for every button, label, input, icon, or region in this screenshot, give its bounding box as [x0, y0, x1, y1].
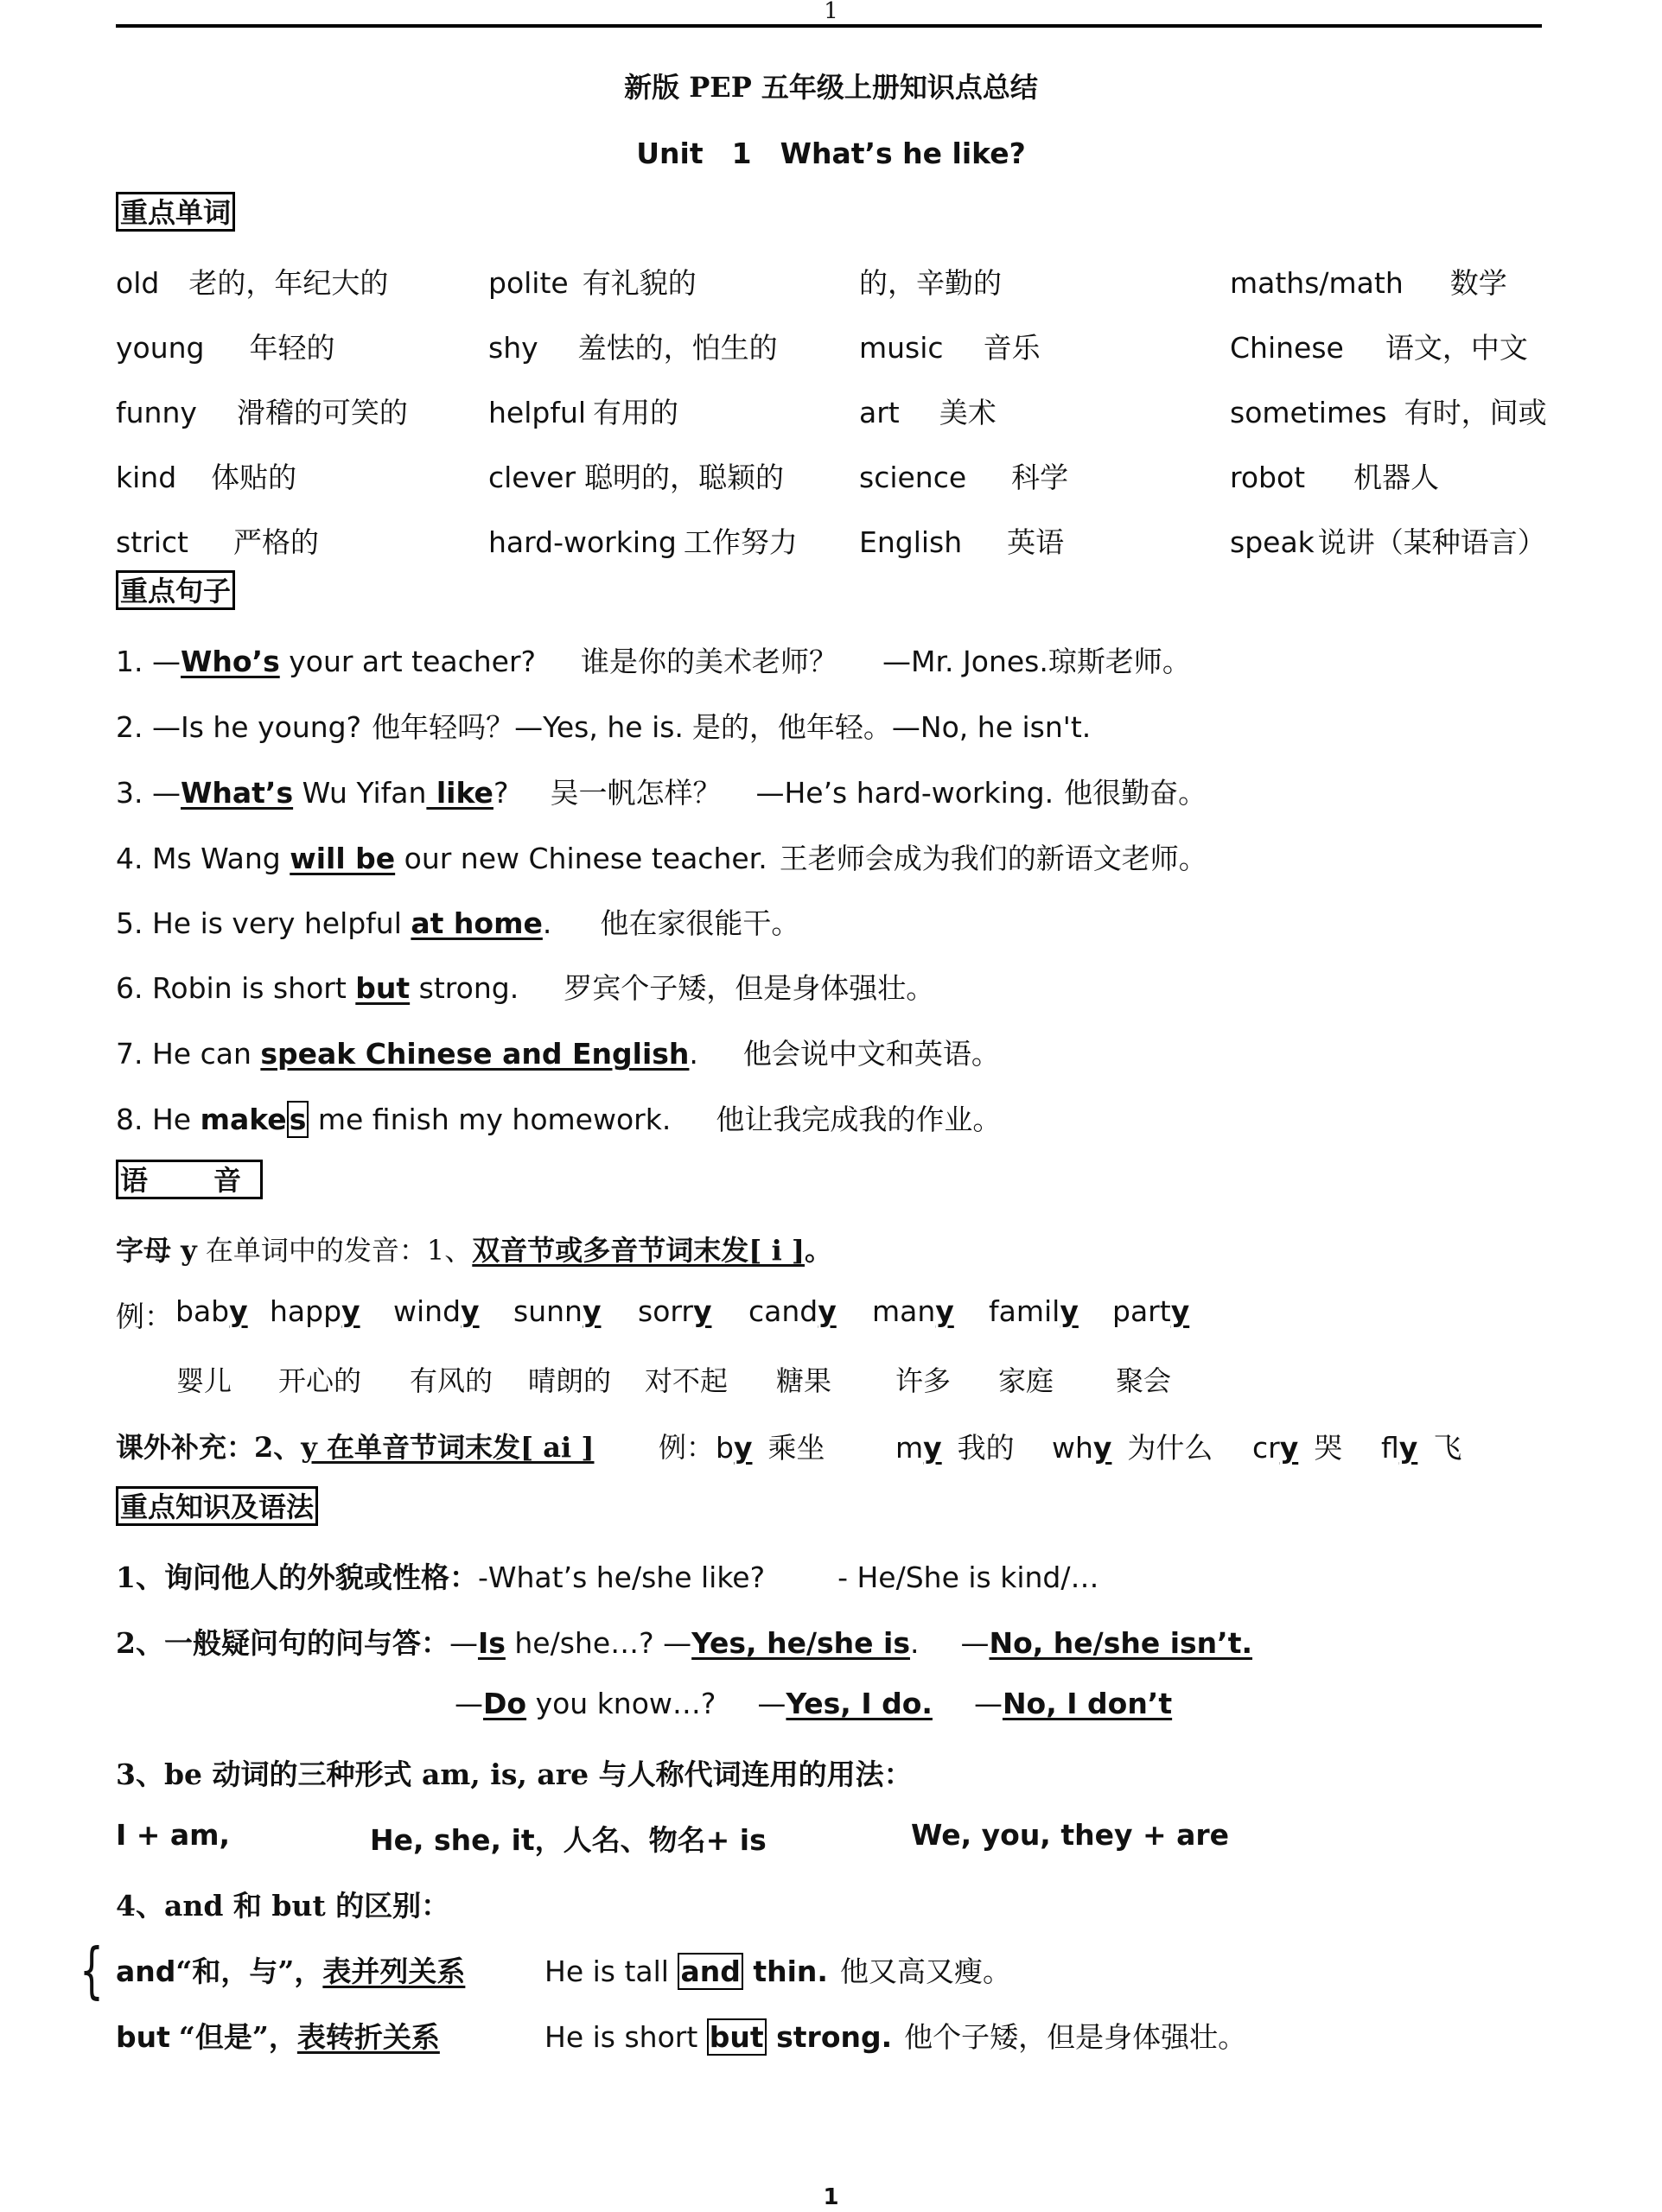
example-translation: 对不起 [645, 1364, 729, 1397]
sentence-5: 5. He is very helpful at home. 他在家很能干。 [116, 906, 800, 940]
sentence-3: 3. —What’s Wu Yifan like? 吴一帆怎样？ —He’s hard-working. 他很勤奋。 [116, 776, 1207, 810]
example-translation: 开心的 [278, 1364, 362, 1397]
brace-icon: { [80, 1936, 104, 2007]
section-phonics-heading: 语 音 [116, 1160, 263, 1199]
be-verb-am: I + am, [116, 1818, 231, 1852]
phonics-examples: 例： [116, 1300, 173, 1333]
example-translation: 糖果 [776, 1364, 832, 1397]
grammar-point-2: 2、一般疑问句的问与答：—Is he/she…? —Yes, he/she is. —No, he/she isn’t. [116, 1626, 1253, 1660]
be-verb-are: We, you, they + are [911, 1818, 1230, 1852]
header-rule [116, 24, 1542, 28]
grammar-point-1: 1、询问他人的外貌或性格：-What’s he/she like? - He/She is kind/… [116, 1560, 1099, 1594]
example-word: party [1112, 1294, 1190, 1328]
section-grammar-heading: 重点知识及语法 [116, 1486, 318, 1526]
phonics-rule-2: 课外补充：2、y 在单音节词末发[ ai ] [116, 1431, 595, 1464]
vocab-item: hard-working 工作努力 [488, 525, 798, 559]
example-word: baby [175, 1294, 248, 1328]
extra-word: fly 飞 [1381, 1431, 1462, 1465]
vocab-item: maths/math 数学 [1230, 266, 1507, 300]
extra-word: by 乘坐 [716, 1431, 825, 1465]
example-word: many [872, 1294, 954, 1328]
extra-word: cry 哭 [1252, 1431, 1343, 1465]
vocab-item: English 英语 [859, 525, 1065, 559]
example-translation: 婴儿 [176, 1364, 232, 1397]
vocab-item: 的，辛勤的 [859, 266, 1002, 300]
section-sentences-heading: 重点句子 [116, 570, 235, 610]
vocab-item: helpful 有用的 [488, 396, 679, 429]
example-word: sorry [638, 1294, 712, 1328]
vocab-item: speak 说讲（某种语言） [1230, 525, 1546, 559]
but-example: He is short but strong. 他个子矮，但是身体强壮。 [544, 2020, 1247, 2054]
extra-example-label: 例： [659, 1431, 715, 1464]
but-definition: but “但是”，表转折关系 [116, 2020, 440, 2054]
page-number-top: 1 [824, 0, 838, 24]
example-word: sunny [513, 1294, 602, 1328]
example-translation: 聚会 [1116, 1364, 1172, 1397]
unit-title: Unit 1 What’s he like? [636, 137, 1026, 170]
vocab-item: art 美术 [859, 396, 997, 429]
document-title: 新版 PEP 五年级上册知识点总结 [624, 71, 1038, 104]
example-word: windy [393, 1294, 480, 1328]
example-translation: 许多 [895, 1364, 952, 1397]
vocab-item: polite 有礼貌的 [488, 266, 697, 300]
example-translation: 有风的 [410, 1364, 494, 1397]
example-translation: 家庭 [998, 1364, 1054, 1397]
sentence-8: 8. He makes me finish my homework. 他让我完成我的作业。 [116, 1103, 1002, 1136]
sentence-2: 2. —Is he young? 他年轻吗？—Yes, he is. 是的，他年轻。—No, he isn't. [116, 710, 1092, 744]
vocab-item: kind 体贴的 [116, 461, 297, 494]
and-definition: and“和，与”，表并列关系 [116, 1955, 466, 1988]
vocab-item: Chinese 语文，中文 [1230, 331, 1528, 365]
extra-word: my 我的 [895, 1431, 1015, 1465]
example-word: family [989, 1294, 1079, 1328]
vocab-item: shy 羞怯的，怕生的 [488, 331, 778, 365]
sentence-1: 1. —Who’s your art teacher? 谁是你的美术老师？ —Mr. Jones.琼斯老师。 [116, 645, 1191, 678]
page-number-bottom: 1 [823, 2184, 839, 2210]
vocab-item: young 年轻的 [116, 331, 335, 365]
sentence-6: 6. Robin is short but strong. 罗宾个子矮，但是身体强壮。 [116, 971, 935, 1005]
vocab-item: science 科学 [859, 461, 1069, 494]
vocab-item: funny 滑稽的可笑的 [116, 396, 408, 429]
vocab-item: strict 严格的 [116, 525, 319, 559]
section-words-heading: 重点单词 [116, 192, 235, 232]
sentence-4: 4. Ms Wang will be our new Chinese teacher. 王老师会成为我们的新语文老师。 [116, 842, 1207, 875]
vocab-item: robot 机器人 [1230, 461, 1440, 494]
vocab-item: clever 聪明的，聪颖的 [488, 461, 785, 494]
grammar-point-2b: —Do you know…? —Yes, I do. —No, I don’t [455, 1687, 1173, 1720]
and-example: He is tall and thin. 他又高又瘦。 [544, 1955, 1011, 1988]
sentence-7: 7. He can speak Chinese and English. 他会说中文和英语。 [116, 1037, 1000, 1071]
be-verb-is: He, she, it，人名、物名+ is [370, 1823, 767, 1857]
vocab-item: sometimes 有时，间或 [1230, 396, 1547, 429]
example-translation: 晴朗的 [528, 1364, 612, 1397]
example-word: candy [748, 1294, 837, 1328]
vocab-item: old 老的，年纪大的 [116, 266, 389, 300]
example-word: happy [270, 1294, 360, 1328]
phonics-rule-1: 字母 y 在单词中的发音：1、双音节或多音节词末发[ i ]。 [116, 1234, 833, 1267]
grammar-point-3: 3、be 动词的三种形式 am, is, are 与人称代词连用的用法： [116, 1758, 913, 1791]
grammar-point-4: 4、and 和 but 的区别： [116, 1889, 450, 1923]
vocab-item: music 音乐 [859, 331, 1041, 365]
extra-word: why 为什么 [1052, 1431, 1213, 1465]
